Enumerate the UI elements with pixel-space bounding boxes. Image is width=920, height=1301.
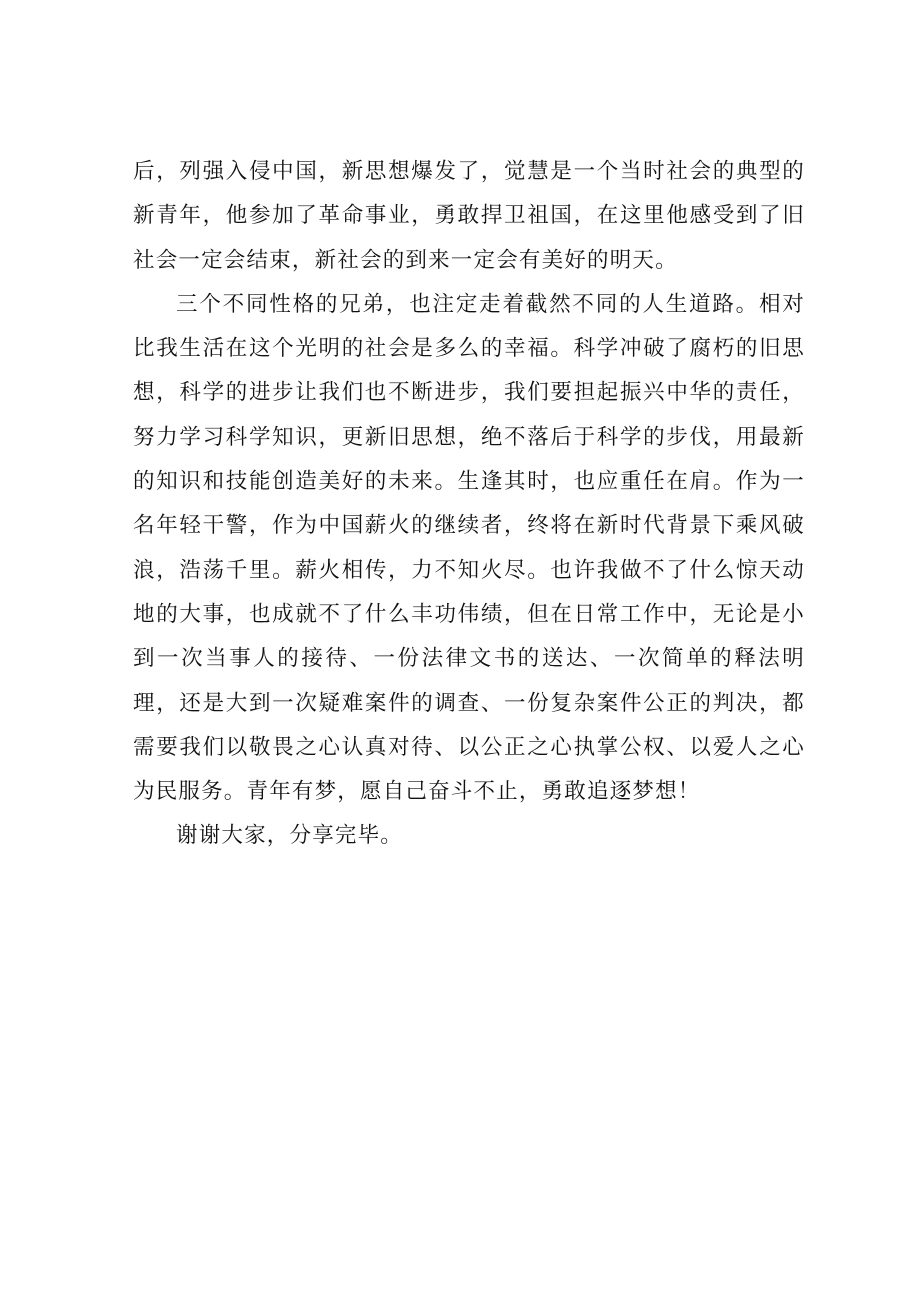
document-body — [133, 150, 805, 859]
paragraph-reflection: 三个不同性格的兄弟，也注定走着截然不同的人生道路。相对比我生活在这个光明的社会是多么的幸福。科学冲破了腐朽的旧思想，科学的进步让我们也不断进步，我们要担起振兴中华的责任，努力学习科学知识，更新旧思想，绝不落后于科学的步伐，用最新的知识和技能创造美好的未来。生逢其时，也应重任在肩。作为一名年轻干警，作为中国薪火的继续者，终将在新时代背景下乘风破浪，浩荡千里。薪火相传，力不知火尽。也许我做不了什么惊天动地的大事，也成就不了什么丰功伟绩，但在日常工作中，无论是小到一次当事人的接待、一份法律文书的送达、一次简单的释法明理，还是大到一次疑难案件的调查、一份复杂案件公正的判决，都需要我们以敬畏之心认真对待、以公正之心执掌公权、以爱人之心为民服务。青年有梦，愿自己奋斗不止，勇敢追逐梦想！ — [133, 291, 805, 805]
paragraph-continuation: 后，列强入侵中国，新思想爆发了，觉慧是一个当时社会的典型的新青年，他参加了革命事业，勇敢捍卫祖国，在这里他感受到了旧社会一定会结束，新社会的到来一定会有美好的明天。 — [133, 159, 805, 273]
paragraph-closing: 谢谢大家，分享完毕。 — [176, 823, 404, 849]
